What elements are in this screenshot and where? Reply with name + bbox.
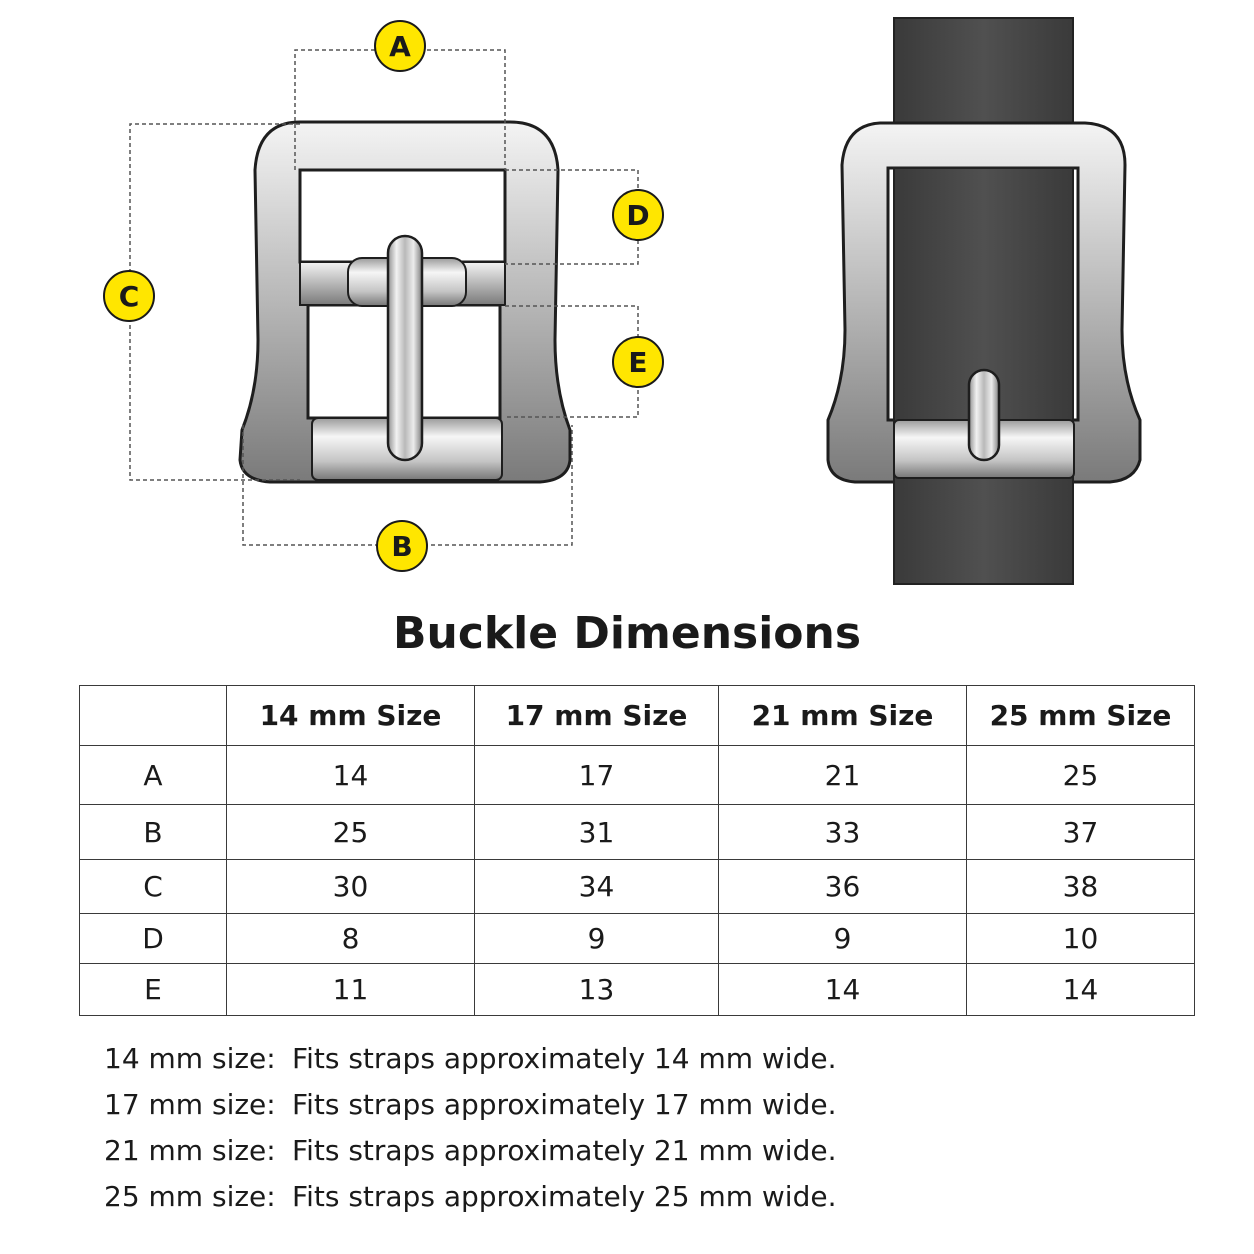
right-buckle-with-strap — [828, 18, 1140, 584]
marker-b-label: B — [391, 530, 413, 563]
note-size: 25 mm size: — [104, 1180, 276, 1213]
table-header-row — [80, 686, 1195, 746]
table-cell: 25 — [227, 805, 475, 860]
row-label: A — [80, 746, 227, 805]
row-label: B — [80, 805, 227, 860]
marker-a — [375, 21, 425, 71]
header-cell-17mm: 17 mm Size — [475, 686, 719, 746]
table-cell: 9 — [475, 914, 719, 964]
marker-d-label: D — [626, 199, 650, 232]
table-row — [80, 805, 1195, 860]
table-cell: 31 — [475, 805, 719, 860]
table-cell: 25 — [967, 746, 1195, 805]
note-size: 17 mm size: — [104, 1088, 276, 1121]
note-line — [104, 1082, 836, 1128]
marker-d — [613, 190, 663, 240]
header-cell-empty — [80, 686, 227, 746]
table-row — [80, 860, 1195, 914]
table-cell: 30 — [227, 860, 475, 914]
table-cell: 11 — [227, 964, 475, 1016]
marker-e — [613, 337, 663, 387]
note-size: 14 mm size: — [104, 1042, 276, 1075]
note-size: 21 mm size: — [104, 1134, 276, 1167]
row-label: E — [80, 964, 227, 1016]
size-notes — [104, 1036, 836, 1220]
table-row — [80, 914, 1195, 964]
note-text: Fits straps approximately 25 mm wide. — [292, 1180, 837, 1213]
marker-a-label: A — [389, 30, 411, 63]
note-line — [104, 1128, 836, 1174]
buckle-illustration — [0, 0, 1254, 600]
header-cell-14mm: 14 mm Size — [227, 686, 475, 746]
row-label: C — [80, 860, 227, 914]
table-cell: 10 — [967, 914, 1195, 964]
prong — [388, 236, 422, 460]
table-cell: 17 — [475, 746, 719, 805]
note-text: Fits straps approximately 14 mm wide. — [292, 1042, 837, 1075]
note-line — [104, 1036, 836, 1082]
table-cell: 9 — [719, 914, 967, 964]
row-label: D — [80, 914, 227, 964]
table-cell: 21 — [719, 746, 967, 805]
dimensions-table — [79, 685, 1195, 1016]
prong-right — [969, 370, 999, 460]
header-cell-21mm: 21 mm Size — [719, 686, 967, 746]
page-title: Buckle Dimensions — [392, 608, 862, 659]
table-cell: 14 — [227, 746, 475, 805]
left-buckle — [240, 122, 570, 482]
table-cell: 13 — [475, 964, 719, 1016]
table-cell: 8 — [227, 914, 475, 964]
note-line — [104, 1174, 836, 1220]
marker-c-label: C — [118, 280, 140, 313]
marker-c — [104, 271, 154, 321]
note-text: Fits straps approximately 17 mm wide. — [292, 1088, 837, 1121]
table-cell: 14 — [967, 964, 1195, 1016]
table-cell: 37 — [967, 805, 1195, 860]
table-cell: 34 — [475, 860, 719, 914]
note-text: Fits straps approximately 21 mm wide. — [292, 1134, 837, 1167]
table-row — [80, 964, 1195, 1016]
marker-b — [377, 521, 427, 571]
table-cell: 14 — [719, 964, 967, 1016]
header-cell-25mm: 25 mm Size — [967, 686, 1195, 746]
table-row — [80, 746, 1195, 805]
table-cell: 38 — [967, 860, 1195, 914]
table-cell: 33 — [719, 805, 967, 860]
marker-e-label: E — [628, 346, 648, 379]
table-cell: 36 — [719, 860, 967, 914]
